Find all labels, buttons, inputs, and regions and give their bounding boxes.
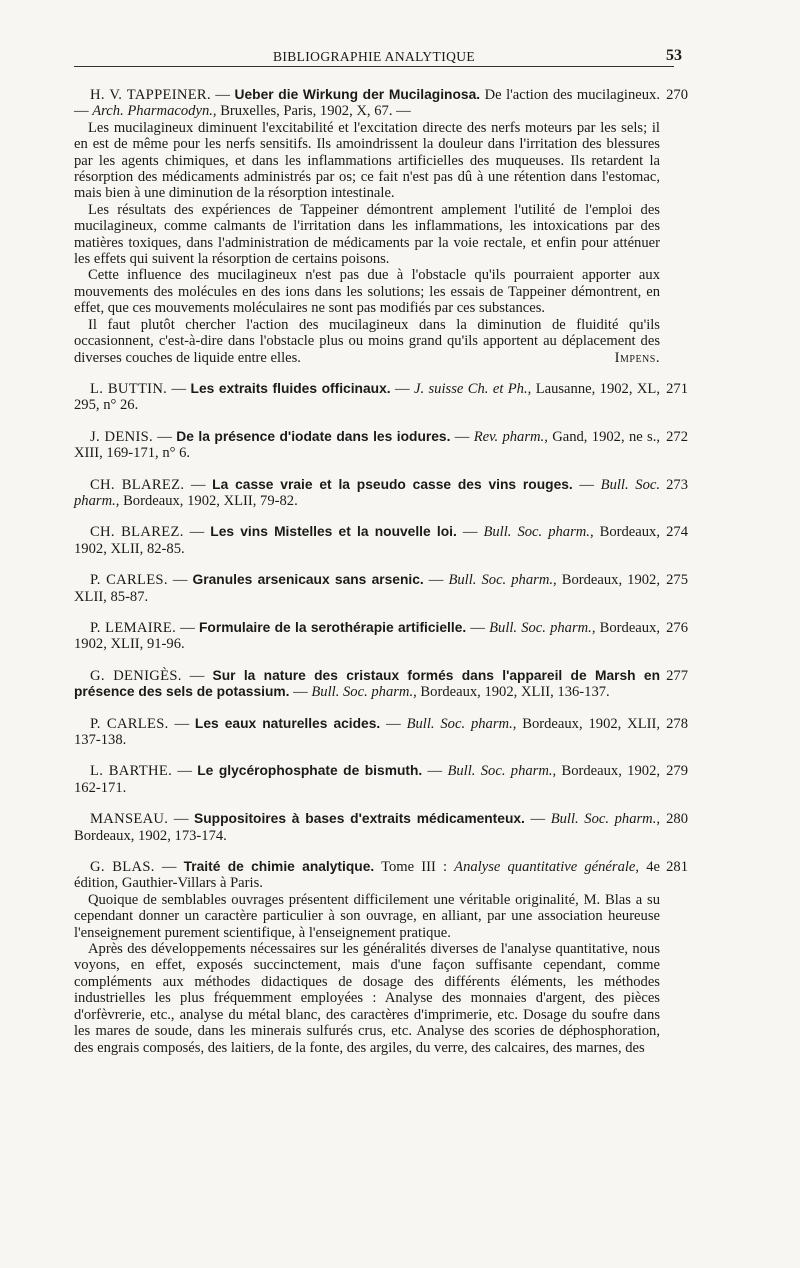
entry-source: Bull. Soc. pharm. <box>311 684 414 701</box>
entry-author: H. V. TAPPEINER. <box>90 87 211 103</box>
bibliography-entry <box>74 380 688 414</box>
entry-author: P. CARLES. <box>90 572 168 589</box>
entry-pre-source: — <box>572 476 601 493</box>
entry-separator: — <box>152 428 177 445</box>
bibliography-entry <box>74 428 688 462</box>
bibliography-entry <box>74 763 688 796</box>
entry-source: Bull. Soc. pharm. <box>448 572 554 589</box>
entry-source: Bull. Soc. pharm. <box>74 476 660 509</box>
abstract-paragraph: Quoique de semblables ouvrages présentent difficilement une véritable originalité, M. Blas a su cependant donner un caractère particulier à son ouvrage, en alliant, par une association heureuse l'enseignement purement scientifique, à l'enseignement pratique. <box>74 891 660 941</box>
entry-separator: — <box>172 763 198 780</box>
bibliography-entry <box>74 811 688 844</box>
bibliography-entry <box>74 859 688 1056</box>
entry-author: G. DENIGÈS. <box>90 667 182 684</box>
entry-source: Bull. Soc. pharm. <box>447 763 553 780</box>
entry-title: Les extraits fluides officinaux. <box>190 380 391 396</box>
entry-details: , Bordeaux, 1902, 173-174. <box>74 811 661 844</box>
entry-title: Sur la nature des cristaux formés dans l'appareil de Marsh en présence des sels de potassium. <box>74 667 661 700</box>
entry-author: L. BARTHE. <box>90 763 173 780</box>
bibliography-entry <box>74 667 688 701</box>
abstract-text: Il faut plutôt chercher l'action des mucilagineux dans la diminution de fluidité qu'ils occasionnent, c'est-à-dire dans l'obstacle plus ou moins grand qu'ils apportent au déplacement des diverses couches de liquide entre elles. <box>74 316 660 366</box>
entry-pre-source: — <box>390 380 414 397</box>
abstract-paragraph: Après des développements nécessaires sur les généralités diverses de l'analyse quantitative, nous voyons, en effet, exposés succinctement, mais d'une façon suffisante cependant, comme compléments aux méthodes didactiques de dosage des différents éléments, les méthodes industrielles les plus fréquemment employées : Analyse des monnaies d'argent, des pièces d'orfèvrerie, etc., analyse du métal blanc, des caractères d'imprimerie, etc. Dosage du soufre dans les mares de soude, dans les minerais sulfurés crus, etc. Analyse des scories de déphosphoration, des engrais composés, des laitiers, de la fonte, des argiles, du verre, des calcaires, des marnes, des <box>74 941 660 1056</box>
entry-separator: — <box>168 811 195 828</box>
entry-author: MANSEAU. <box>90 811 169 828</box>
entry-author: J. DENIS. <box>90 428 153 445</box>
entry-title: Granules arsenicaux sans arsenic. <box>192 572 424 588</box>
entry-pre-source: — <box>456 524 484 541</box>
entry-title: Les vins Mistelles et la nouvelle loi. <box>210 524 457 540</box>
entry-separator: — <box>181 667 213 684</box>
entry-pre-source: De l'action des mucilagineux. — <box>74 87 660 120</box>
entry-number: 275 <box>666 572 688 589</box>
entry-source: Bull. Soc. pharm. <box>406 715 513 732</box>
abstract-paragraph: Les résultats des expériences de Tappeiner démontrent amplement l'utilité de l'emploi des mucilagineux, comme calmants de l'irritation dans les inflammations, les intoxications par des matières toxiques, dans l'administration de médicaments par la voie rectale, et enfin pour atténuer les effets qui suivent la résorption de certains poisons. <box>74 201 660 268</box>
entry-source: Rev. pharm. <box>473 428 545 445</box>
entry-pre-source: — <box>423 572 449 589</box>
bibliography-entry <box>74 572 688 605</box>
entry-number: 277 <box>666 667 688 684</box>
entry-author: L. BUTTIN. <box>90 380 168 397</box>
entry-title: Traité de chimie analytique. <box>183 859 375 875</box>
page <box>74 40 688 1071</box>
entry-author: P. LEMAIRE. <box>90 619 177 636</box>
entry-title: Suppositoires à bases d'extraits médicamenteux. <box>194 811 525 827</box>
entry-source: Bull. Soc. pharm. <box>550 811 657 828</box>
bibliography-entry <box>74 619 688 653</box>
entry-author: CH. BLAREZ. <box>90 524 184 541</box>
entry-source: Analyse quantitative générale <box>454 859 636 876</box>
entry-separator: — <box>167 572 193 589</box>
abstract-paragraph <box>74 317 660 366</box>
entry-author: G. BLAS. <box>90 859 155 876</box>
running-title: BIBLIOGRAPHIE ANALYTIQUE <box>272 49 476 64</box>
entry-pre-source: — <box>450 428 474 445</box>
entry-title: Ueber die Wirkung der Mucilaginosa. <box>234 87 481 102</box>
entry-source: Arch. Pharmacodyn. <box>92 103 213 120</box>
bibliography-entry <box>74 87 688 366</box>
entry-details: , Bruxelles, Paris, 1902, X, 67. — <box>212 103 411 120</box>
entry-details: , Bordeaux, 1902, 162-171. <box>74 763 661 796</box>
entry-author: P. CARLES. <box>90 715 169 732</box>
entry-author: CH. BLAREZ. <box>90 476 185 493</box>
entry-number: 279 <box>666 763 688 780</box>
page-number: 53 <box>666 47 682 64</box>
abstract-paragraph: Cette influence des mucilagineux n'est pas due à l'obstacle qu'ils pourraient apporter aux mouvements des molécules en des ions dans les solutions; les essais de Tappeiner démontrent, en effet, que ces mouvements moléculaires ne sont pas modifiés par ces substances. <box>74 267 660 317</box>
entry-details: , Bordeaux, 1902, XLII, 137-138. <box>74 715 661 748</box>
entry-separator: — <box>210 87 235 103</box>
bibliography-entry <box>74 476 688 510</box>
entry-number: 273 <box>666 476 688 493</box>
entry-separator: — <box>184 476 213 493</box>
entry-separator: — <box>168 715 195 732</box>
entry-title: La casse vraie et la pseudo casse des vins rouges. <box>212 476 573 492</box>
entry-title: De la présence d'iodate dans les iodures. <box>176 428 451 444</box>
entry-source: J. suisse Ch. et Ph. <box>413 380 528 397</box>
entry-details: , Bordeaux, 1902, XLII, 85-87. <box>74 572 660 605</box>
reviewer-signature: Impens. <box>614 349 660 366</box>
entry-title: Les eaux naturelles acides. <box>194 715 381 731</box>
running-header <box>74 40 682 67</box>
entry-details: , 4e édition, Gauthier-Villars à Paris. <box>74 859 660 892</box>
entry-number: 270 <box>666 87 688 103</box>
entry-pre-source: — <box>466 619 490 636</box>
abstract-paragraph: Les mucilagineux diminuent l'excitabilité et l'excitation directe des nerfs moteurs par les sels; il en est de même pour les nerfs sensitifs. Ils amoindrissent la douleur dans l'irritation des blessures par les agents chimiques, et dans les inflammations artificielles des muqueuses. Ils retardent la résorption des médicaments administrés par os; ce fait n'est pas dû à une rétention dans l'estomac, mais bien à une diminution de la résorption intestinale. <box>74 119 660 202</box>
entry-details: , Gand, 1902, ne s., XIII, 169-171, n° 6. <box>74 428 661 462</box>
bibliography-entry <box>74 715 688 749</box>
entry-pre-source: — <box>289 684 312 701</box>
entry-details: , Bordeaux, 1902, XLII, 91-96. <box>74 619 661 653</box>
entry-separator: — <box>167 380 191 397</box>
entry-number: 271 <box>666 380 688 397</box>
entry-number: 272 <box>666 428 688 445</box>
entry-source: Bull. Soc. pharm. <box>483 524 590 541</box>
entry-pre-source: Tome III : <box>374 859 455 876</box>
entry-title: Le glycérophosphate de bismuth. <box>197 763 423 779</box>
entry-details: , Bordeaux, 1902, XLII, 79-82. <box>115 492 298 509</box>
entry-title: Formulaire de la serothérapie artificielle. <box>198 619 467 635</box>
entry-pre-source: — <box>524 811 551 828</box>
entry-number: 280 <box>666 811 688 828</box>
entry-separator: — <box>154 859 184 876</box>
bibliography-entry <box>74 524 688 557</box>
entry-details: , Lausanne, 1902, XL, 295, n° 26. <box>74 380 660 414</box>
entry-pre-source: — <box>422 763 448 780</box>
entry-number: 276 <box>666 619 688 636</box>
entry-separator: — <box>183 524 211 541</box>
entry-details: , Bordeaux, 1902, XLII, 136-137. <box>413 684 610 701</box>
entry-source: Bull. Soc. pharm. <box>489 619 592 636</box>
entry-pre-source: — <box>380 715 407 732</box>
entry-number: 274 <box>666 524 688 541</box>
entry-details: , Bordeaux, 1902, XLII, 82-85. <box>74 524 661 557</box>
entry-separator: — <box>176 619 199 636</box>
entry-number: 278 <box>666 715 688 732</box>
entry-number: 281 <box>666 859 688 876</box>
